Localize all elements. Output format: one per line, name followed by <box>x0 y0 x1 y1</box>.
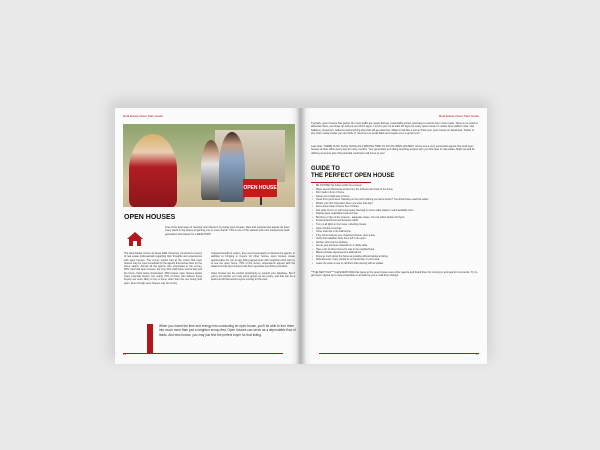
checklist-item: • Demo area inside of home free of clutter. <box>311 205 479 209</box>
checklist-item: • Delete out of walk-way to home. <box>311 195 479 199</box>
checklist-item: • Close toilet lids in the bathrooms. <box>311 230 479 234</box>
checklist-item: • Place several directional arrows from the furthest point back to the home. <box>311 188 479 192</box>
page-title: OPEN HOUSES <box>124 214 176 221</box>
intro-paragraph-right: Typically, open houses that garner the most traffic are newer listings, reasonably priced, and easy to access from main roads. There is no need to advertise them, just show up and put out 10-15 signs. I tend to put out at least 20 signs for every open house no matter how visible it was. Use balloons, streamers, balloons and anything else that will get attention. Make it look like a circus! Post your open house on Facebook, Twitter or any other social media you can think of. Send out an email blast and maybe even a group text! <box>311 122 478 136</box>
right-page <box>301 108 487 364</box>
checklist-item: • Display guest registration book and pen. <box>311 212 479 216</box>
checklist-item: • Brochure or flyer of the property - adequate copies. You can utilize binders for flyers. <box>311 216 479 220</box>
house-icon <box>127 232 143 246</box>
left-page-header: Real Estate Client Start Guide <box>123 114 164 118</box>
pull-quote: When you invest the time and energy into conducting an open house, you'll be able to turn them into much more than just a neighbor snoop-fest. Open houses can serve as a dependable flow of leads. And who knows, you may just find the perfect buyer for that listing. <box>159 324 296 337</box>
checklist-item: • What's your first impression when you enter that day? <box>311 202 479 206</box>
last-note-paragraph: Last Note: THERE IS NO SUCH THING AS A WRONG TIME TO DO AN OPEN HOUSE!!! I know some very successful agents that hold open houses at their office every day for many months. Your generosity and doing anything anyone who you first start in real estate. Might as well be utilizing someone else that potential customers will come to you! <box>311 145 475 155</box>
body-column-2: marginal benefit for sellers, they aren't necessarily a total loss for agents. In addition to bringing in buyers for other homes, open houses create opportunities for you to sign listing agreements with neighbors who stop by to see the open home. 75% of the survey respondents agreed with the statement that open houses help them generate new listing contracts. Open houses are the perfect opportunity to expand your database. But if you're not careful, you may come across as too pushy, and that can be a quick turnoff that sends buyers running for the door. <box>211 252 295 282</box>
checklist-item: • If the home features very organized closets, open a few. <box>311 234 479 238</box>
intro-paragraph: One of the best ways of meeting new clients is by doing open houses. New and experienced agents do them every week in the hopes of gaining one or more clients. This is one of the easiest and most inexpensive lead generation techniques for a REALTOR®. <box>165 226 290 236</box>
checklist-item: • Know as much about the home as possible without looking at listing. <box>311 255 479 259</box>
page-number: 16 <box>123 352 127 356</box>
guide-underline <box>311 182 371 183</box>
checklist-item: • Blank purchase agreements & addendums. <box>311 251 479 255</box>
checklist-item: • Don't park in front of home. <box>311 191 479 195</box>
open-house-sign: OPEN HOUSE <box>243 179 277 197</box>
book-gutter <box>296 108 306 364</box>
checklist-item: • Set up your business materials on a visible table. <box>311 244 479 248</box>
checklist-item: • Personal brochures and business cards. <box>311 219 479 223</box>
guide-heading-line-2: THE PERFECT OPEN HOUSE <box>311 173 395 179</box>
left-page <box>115 108 301 364</box>
guide-heading <box>311 166 394 180</box>
checklist-item: • Have a list of other homes for sale in the neighborhood. <box>311 248 479 252</box>
buyer-figure-man <box>219 132 245 202</box>
checklist-item: • BE ON TIME! No matter what! No excuses! <box>311 184 479 188</box>
checklist-item: • Leave the seller a note or call them that evening with an update. <box>311 262 479 266</box>
closing-paragraph: **THE NEXT DAY** Call EVERYONE that came to the open house even other agents and thank them for coming in and ask for comments. Try to get buyer signed up to view properties or at least let you e-mail them listings. <box>311 271 478 278</box>
guide-heading-line-1: GUIDE TO <box>311 166 340 172</box>
checklist-item: • Clean front porch area. Standing on the porch wishing you had a broom? You should have read this earlier. <box>311 198 479 202</box>
checklist-item: • Ask seller to turn on soft music (easy listening) on some radio station in each available room. <box>311 209 479 213</box>
checklist-item: • Verify that valuables have been left in the open. <box>311 237 479 241</box>
quote-accent-bar <box>147 324 153 354</box>
footer-rule <box>123 353 283 354</box>
checklist-item: • Refreshments, if any, should be on the kitchen or entry area. <box>311 258 479 262</box>
agent-figure <box>129 134 177 207</box>
page-number-right: 17 <box>475 352 479 356</box>
footer-rule-right <box>319 353 479 354</box>
checklist <box>311 184 479 266</box>
buyer-figure-woman <box>201 140 221 200</box>
checklist-item: • Turn on all lights in the house, including closets. <box>311 223 479 227</box>
checklist-item: • Open window coverings. <box>311 227 479 231</box>
body-column-1: The Real Estate Center at Texas A&M University conducted a survey of real estate professionals regarding their thoughts and experiences with open houses. The survey results had at the notion that open houses may be more beneficial for the agents themselves than for the home sellers. Almost all the agents who responded to the survey, 93%, had held open houses, but only 41% said these events help sell the home, that's being showcased. 38% believe open houses attract many potential buyers, but nearly 70% of those who believe these buyers are more likely to buy a home other than the one being held open. Even though open houses may be of only <box>124 252 202 285</box>
open-house-photo <box>123 124 295 207</box>
right-page-header: Real Estate Client Start Guide <box>438 114 479 118</box>
checklist-item: • Kitchen sink must be spotless. <box>311 241 479 245</box>
